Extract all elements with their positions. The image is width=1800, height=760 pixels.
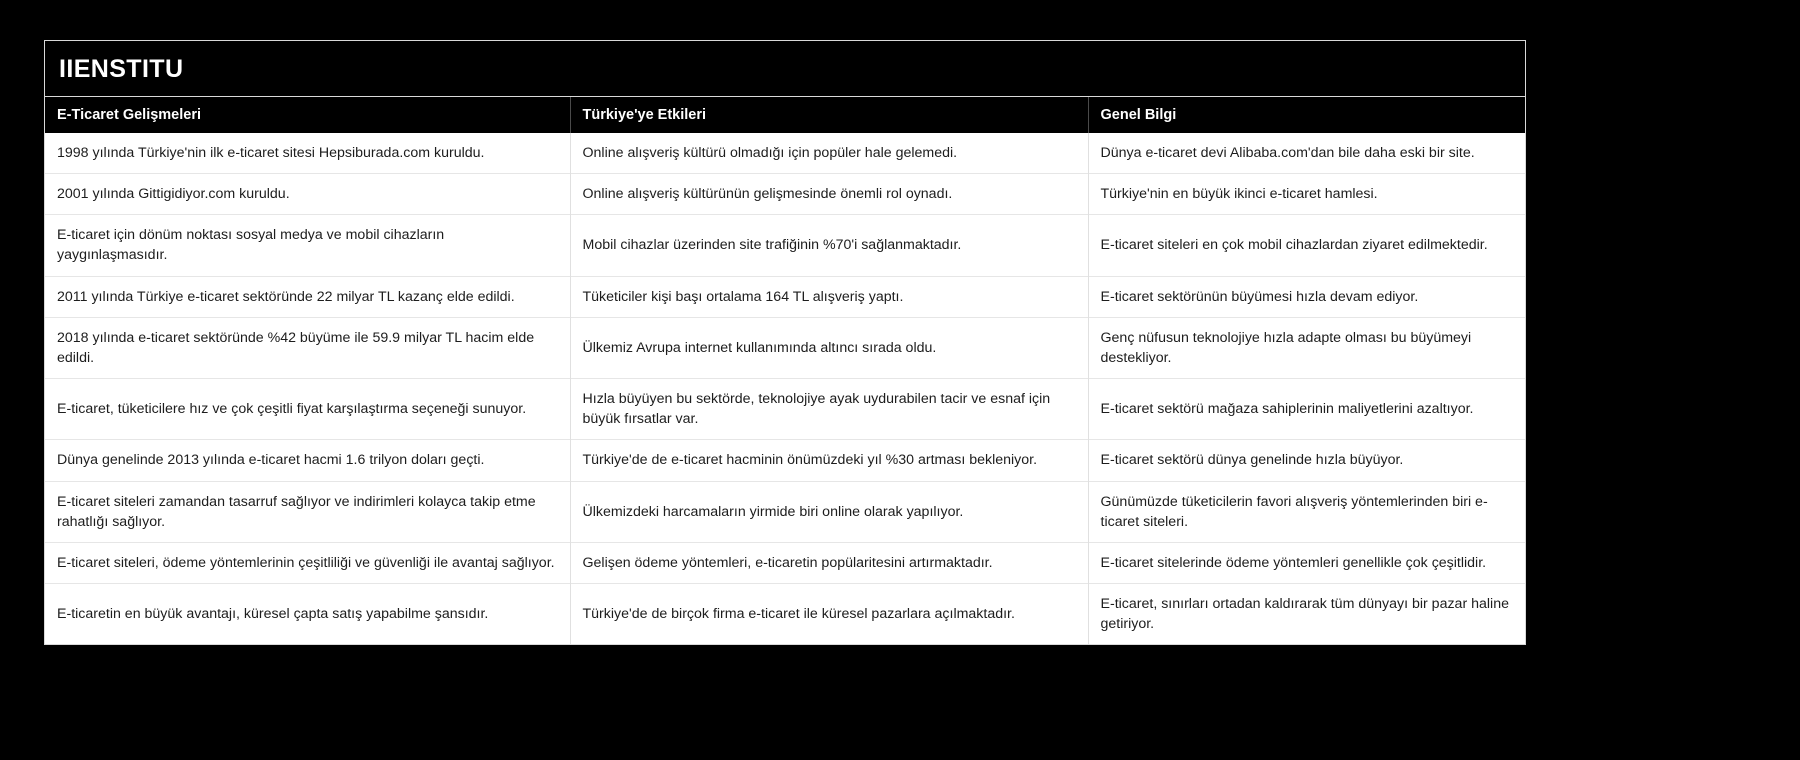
cell-gelismeler: E-ticaret siteleri, ödeme yöntemlerinin çeşitliliği ve güvenliği ile avantaj sağlıyor. — [45, 542, 570, 583]
cell-genel: E-ticaret sektörü dünya genelinde hızla büyüyor. — [1088, 440, 1525, 481]
table-header-row — [45, 97, 1525, 133]
cell-gelismeler: 2011 yılında Türkiye e-ticaret sektöründe 22 milyar TL kazanç elde edildi. — [45, 276, 570, 317]
cell-etkiler: Online alışveriş kültürünün gelişmesinde önemli rol oynadı. — [570, 174, 1088, 215]
cell-gelismeler: 1998 yılında Türkiye'nin ilk e-ticaret sitesi Hepsiburada.com kuruldu. — [45, 133, 570, 174]
cell-etkiler: Tüketiciler kişi başı ortalama 164 TL alışveriş yaptı. — [570, 276, 1088, 317]
table-row — [45, 481, 1525, 542]
cell-genel: Türkiye'nin en büyük ikinci e-ticaret hamlesi. — [1088, 174, 1525, 215]
cell-genel: E-ticaret sektörünün büyümesi hızla devam ediyor. — [1088, 276, 1525, 317]
column-header-genel: Genel Bilgi — [1100, 107, 1177, 123]
table-row — [45, 317, 1525, 378]
table-row — [45, 133, 1525, 174]
cell-genel: Günümüzde tüketicilerin favori alışveriş yöntemlerinden biri e-ticaret siteleri. — [1088, 481, 1525, 542]
table-row — [45, 542, 1525, 583]
table-row — [45, 440, 1525, 481]
cell-etkiler: Mobil cihazlar üzerinden site trafiğinin %70'i sağlanmaktadır. — [570, 215, 1088, 276]
cell-genel: Dünya e-ticaret devi Alibaba.com'dan bile daha eski bir site. — [1100, 145, 1475, 161]
cell-genel: E-ticaret siteleri en çok mobil cihazlardan ziyaret edilmektedir. — [1088, 215, 1525, 276]
cell-etkiler: Ülkemizdeki harcamaların yirmide biri online olarak yapılıyor. — [570, 481, 1088, 542]
cell-etkiler: Gelişen ödeme yöntemleri, e-ticaretin popülaritesini artırmaktadır. — [570, 542, 1088, 583]
cell-gelismeler: 2018 yılında e-ticaret sektöründe %42 büyüme ile 59.9 milyar TL hacim elde edildi. — [45, 317, 570, 378]
cell-genel: E-ticaret sitelerinde ödeme yöntemleri genellikle çok çeşitlidir. — [1088, 542, 1525, 583]
cell-gelismeler: 2001 yılında Gittigidiyor.com kuruldu. — [45, 174, 570, 215]
column-header-etkiler: Türkiye'ye Etkileri — [570, 97, 1088, 133]
cell-genel: E-ticaret sektörü mağaza sahiplerinin maliyetlerini azaltıyor. — [1088, 379, 1525, 440]
brand-title: IIENSTITU — [59, 55, 184, 83]
table-header — [45, 97, 1525, 133]
cell-etkiler: Online alışveriş kültürü olmadığı için popüler hale gelemedi. — [570, 133, 1088, 174]
table-row — [45, 215, 1525, 276]
brand-header — [45, 41, 1525, 97]
column-header-gelismeler: E-Ticaret Gelişmeleri — [45, 97, 570, 133]
table-row — [45, 276, 1525, 317]
cell-etkiler: Türkiye'de de birçok firma e-ticaret ile küresel pazarlara açılmaktadır. — [570, 584, 1088, 645]
table-row — [45, 174, 1525, 215]
cell-etkiler: Türkiye'de de e-ticaret hacminin önümüzdeki yıl %30 artması bekleniyor. — [570, 440, 1088, 481]
cell-gelismeler: E-ticaret için dönüm noktası sosyal medya ve mobil cihazların yaygınlaşmasıdır. — [45, 215, 570, 276]
cell-etkiler: Ülkemiz Avrupa internet kullanımında altıncı sırada oldu. — [570, 317, 1088, 378]
ecommerce-info-table — [45, 97, 1525, 644]
cell-etkiler: Hızla büyüyen bu sektörde, teknolojiye ayak uydurabilen tacir ve esnaf için büyük fırsatlar var. — [570, 379, 1088, 440]
table-row — [45, 379, 1525, 440]
cell-gelismeler: E-ticaret, tüketicilere hız ve çok çeşitli fiyat karşılaştırma seçeneği sunuyor. — [45, 379, 570, 440]
cell-genel: E-ticaret, sınırları ortadan kaldırarak tüm dünyayı bir pazar haline getiriyor. — [1088, 584, 1525, 645]
info-table-panel — [44, 40, 1526, 645]
table-row — [45, 584, 1525, 645]
cell-gelismeler: Dünya genelinde 2013 yılında e-ticaret hacmi 1.6 trilyon doları geçti. — [45, 440, 570, 481]
cell-genel: Genç nüfusun teknolojiye hızla adapte olması bu büyümeyi destekliyor. — [1088, 317, 1525, 378]
cell-gelismeler: E-ticaretin en büyük avantajı, küresel çapta satış yapabilme şansıdır. — [45, 584, 570, 645]
cell-gelismeler: E-ticaret siteleri zamandan tasarruf sağlıyor ve indirimleri kolayca takip etme rahatlığı sağlıyor. — [45, 481, 570, 542]
table-body — [45, 133, 1525, 644]
